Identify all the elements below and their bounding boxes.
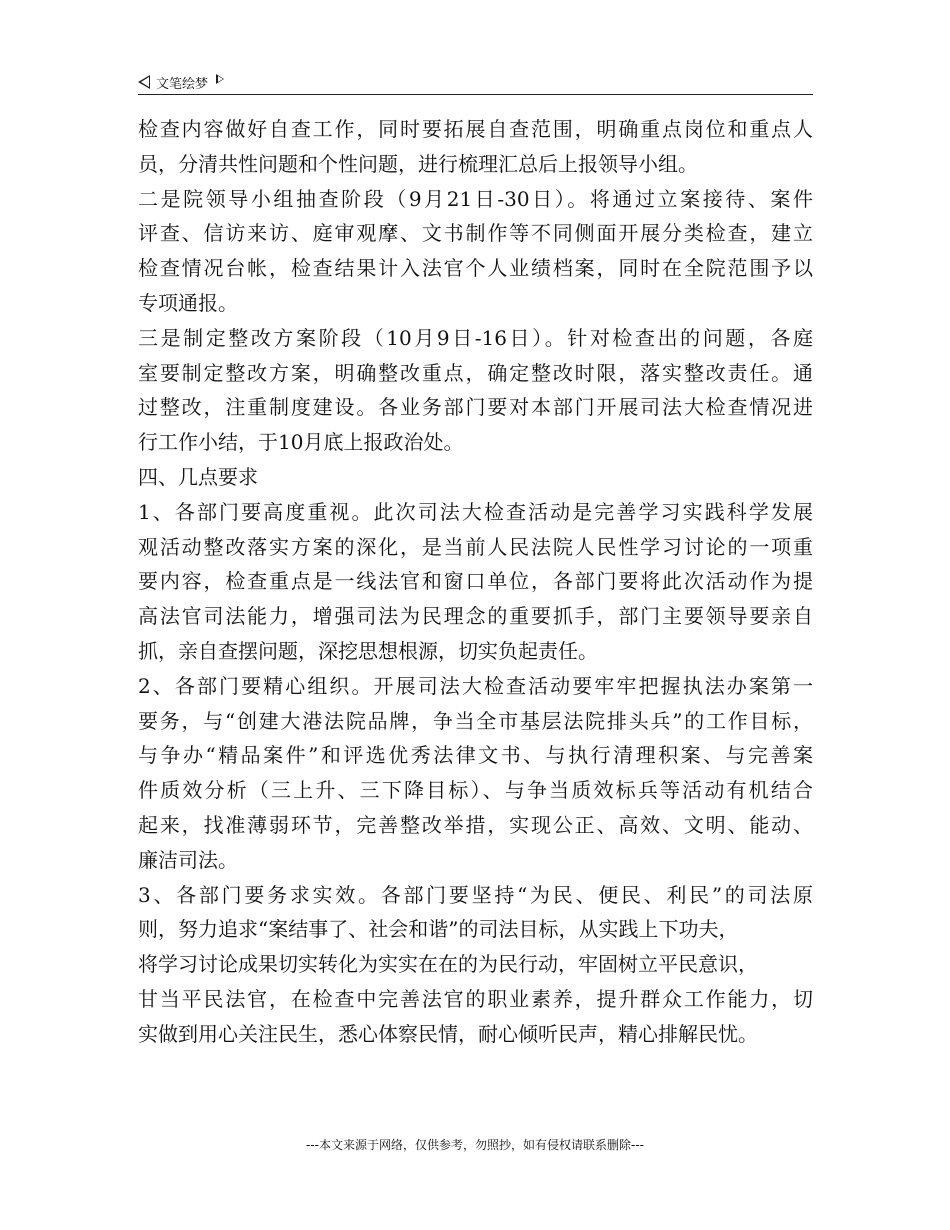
text-line: 室要制定整改方案，明确整改重点，确定整改时限，落实整改责任。通 bbox=[138, 360, 813, 385]
triangle-left-icon bbox=[138, 75, 150, 89]
page-header bbox=[138, 70, 813, 95]
triangle-right-icon bbox=[216, 74, 224, 84]
text-line: 廉洁司法。 bbox=[138, 847, 238, 872]
text-line: 件质效分析（三上升、三下降目标）、与争当质效标兵等活动有机结合 bbox=[138, 778, 813, 803]
text-line: 甘当平民法官，在检查中完善法官的职业素养，提升群众工作能力，切 bbox=[138, 986, 813, 1011]
text-line: 过整改，注重制度建设。各业务部门要对本部门开展司法大检查情况进 bbox=[138, 395, 813, 420]
text-line: 抓，亲自查摆问题，深挖思想根源，切实负起责任。 bbox=[138, 638, 598, 663]
text-line: 三是制定整改方案阶段（10月9日-16日）。针对检查出的问题，各庭 bbox=[138, 325, 813, 350]
text-line: 要内容，检查重点是一线法官和窗口单位，各部门要将此次活动作为提 bbox=[138, 569, 813, 594]
section-heading: 四、几点要求 bbox=[138, 464, 258, 489]
document-body bbox=[138, 112, 813, 1052]
text-line: 2、各部门要精心组织。开展司法大检查活动要牢牢把握执法办案第一 bbox=[138, 673, 813, 698]
text-line: 要务，与“创建大港法院品牌，争当全市基层法院排头兵”的工作目标， bbox=[138, 708, 813, 733]
text-line: 观活动整改落实方案的深化，是当前人民法院人民性学习讨论的一项重 bbox=[138, 534, 813, 559]
header-title: 文笔绘梦 bbox=[156, 76, 209, 92]
text-line: 将学习讨论成果切实转化为实实在在的为民行动，牢固树立平民意识， bbox=[138, 952, 758, 977]
text-line: 检查内容做好自查工作，同时要拓展自查范围，明确重点岗位和重点人 bbox=[138, 117, 813, 141]
text-line: 员，分清共性问题和个性问题，进行梳理汇总后上报领导小组。 bbox=[138, 151, 698, 176]
text-line: 行工作小结，于10月底上报政治处。 bbox=[138, 430, 464, 455]
text-line: 起来，找准薄弱环节，完善整改举措，实现公正、高效、文明、能动、 bbox=[138, 812, 813, 837]
text-line: 检查情况台帐，检查结果计入法官个人业绩档案，同时在全院范围予以 bbox=[138, 256, 813, 281]
text-line: 与争办“精品案件”和评选优秀法律文书、与执行清理积案、与完善案 bbox=[138, 743, 813, 768]
text-line: 二是院领导小组抽查阶段（9月21日-30日）。将通过立案接待、案件 bbox=[138, 186, 813, 211]
text-line: 实做到用心关注民生，悉心体察民情，耐心倾听民声，精心排解民忧。 bbox=[138, 1021, 758, 1046]
page-footer: ---本文来源于网络，仅供参考，勿照抄，如有侵权请联系删除--- bbox=[306, 1138, 644, 1152]
text-line: 则，努力追求“案结事了、社会和谐”的司法目标，从实践上下功夫， bbox=[138, 917, 739, 942]
text-line: 1、各部门要高度重视。此次司法大检查活动是完善学习实践科学发展 bbox=[138, 499, 813, 524]
text-line: 高法官司法能力，增强司法为民理念的重要抓手，部门主要领导要亲自 bbox=[138, 604, 813, 629]
text-line: 专项通报。 bbox=[138, 290, 238, 315]
text-line: 评查、信访来访、庭审观摩、文书制作等不同侧面开展分类检查，建立 bbox=[138, 221, 813, 246]
text-line: 3、各部门要务求实效。各部门要坚持“为民、便民、利民”的司法原 bbox=[138, 882, 813, 907]
